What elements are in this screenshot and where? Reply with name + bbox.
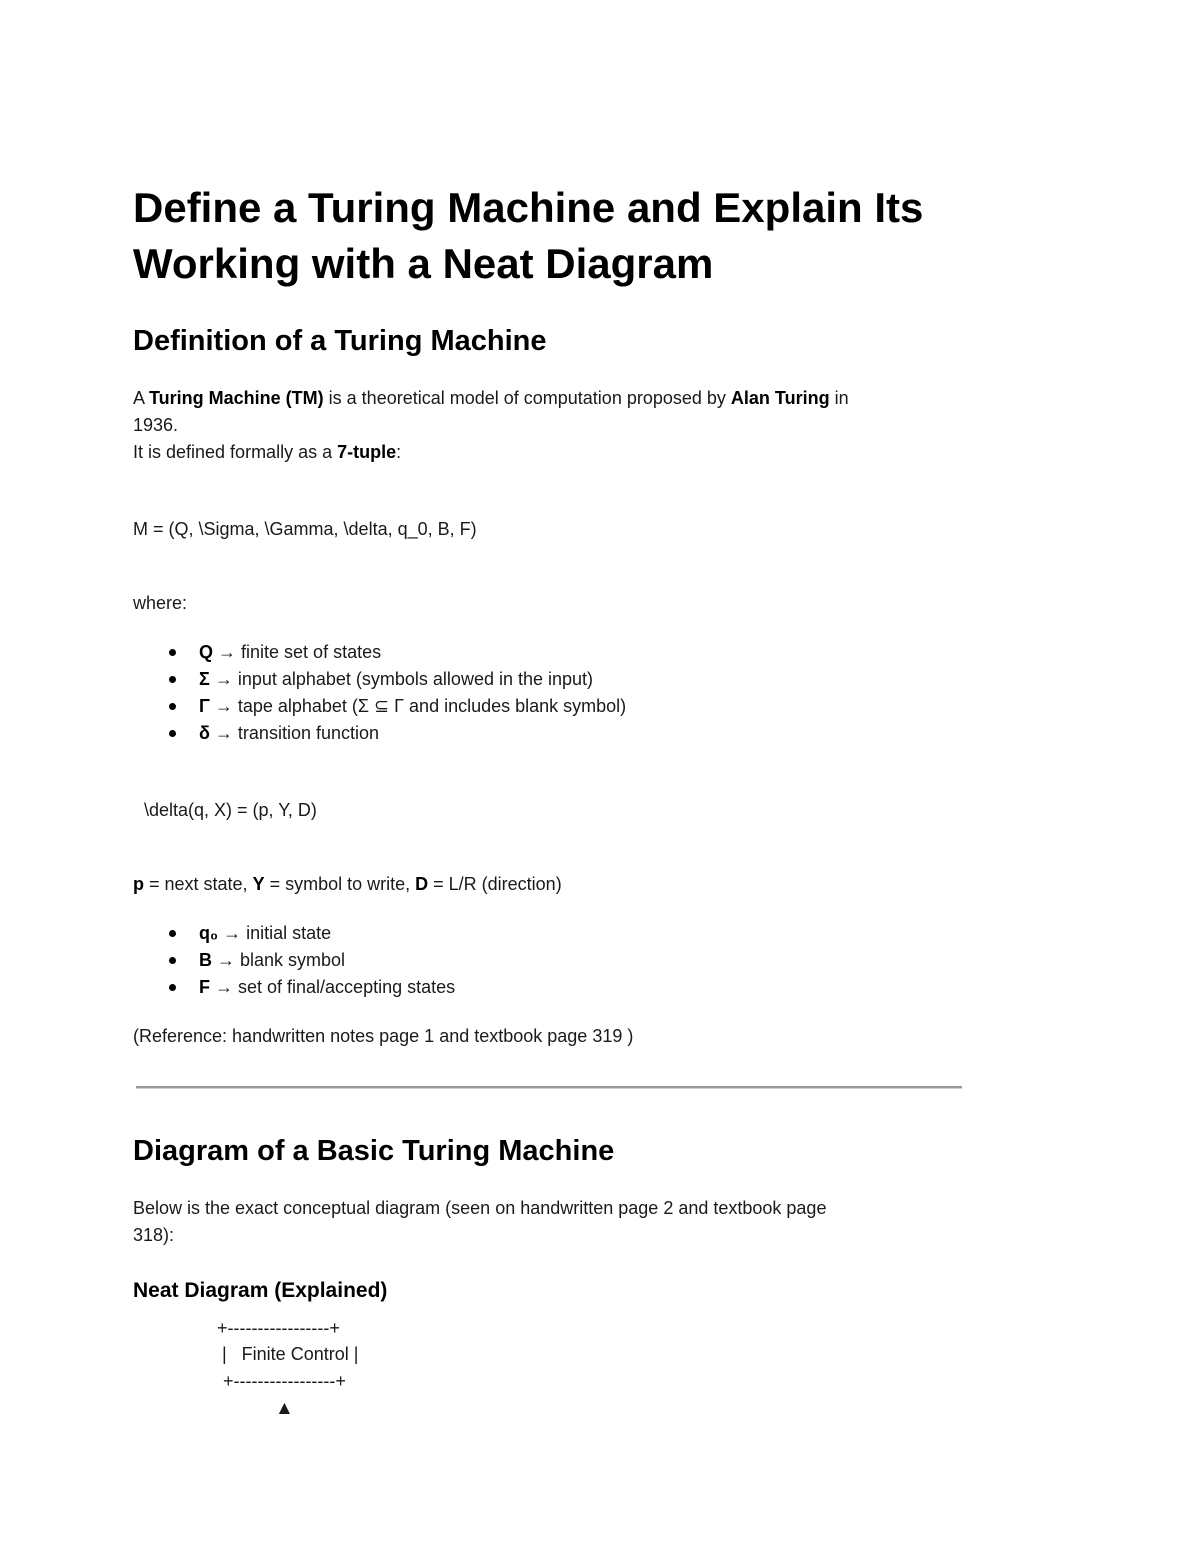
reference-note: (Reference: handwritten notes page 1 and textbook page 319 ) (133, 1026, 634, 1046)
list-item: Γ → tape alphabet (Σ ⊆ Γ and includes blank symbol) (133, 693, 626, 720)
where-label: where: (133, 593, 188, 613)
tuple-components-list (133, 639, 626, 747)
page-title: Define a Turing Machine and Explain Its Working with a Neat Diagram (133, 184, 924, 287)
list-item: Q → finite set of states (133, 639, 626, 666)
diagram-finite-control-label: | Finite Control | (222, 1344, 359, 1364)
list-item: δ → transition function (133, 720, 626, 747)
intro-line-3: It is defined formally as a 7-tuple: (133, 442, 402, 462)
list-item: B → blank symbol (133, 947, 455, 974)
term-7-tuple: 7-tuple (337, 442, 397, 462)
list-item: F → set of final/accepting states (133, 974, 455, 1001)
section-heading-diagram: Diagram of a Basic Turing Machine (133, 1135, 615, 1167)
up-arrow-icon: ▲ (275, 1398, 294, 1419)
intro-line-2: 1936. (133, 415, 179, 435)
delta-formula: \delta(q, X) = (p, Y, D) (144, 800, 317, 820)
horizontal-divider (136, 1086, 962, 1089)
tuple-formula: M = (Q, \Sigma, \Gamma, \delta, q_0, B, F) (133, 519, 477, 539)
subheading-neat-diagram: Neat Diagram (Explained) (133, 1279, 388, 1302)
intro-line-1: A Turing Machine (TM) is a theoretical model of computation proposed by Alan Turing in (133, 388, 849, 408)
delta-legend: p = next state, Y = symbol to write, D = L/R (direction) (133, 874, 562, 894)
diagram-bottom-border: +-----------------+ (223, 1371, 346, 1391)
section-heading-definition: Definition of a Turing Machine (133, 325, 547, 357)
term-turing-machine: Turing Machine (TM) (149, 388, 324, 408)
term-alan-turing: Alan Turing (730, 388, 830, 408)
tuple-components-list-2 (133, 920, 455, 1001)
diagram-intro-line-1: Below is the exact conceptual diagram (seen on handwritten page 2 and textbook page (133, 1198, 827, 1218)
list-item: Σ → input alphabet (symbols allowed in the input) (133, 666, 626, 693)
diagram-top-border: +-----------------+ (217, 1318, 340, 1338)
diagram-intro-line-2: 318): (133, 1225, 175, 1245)
list-item: q₀ → initial state (133, 920, 455, 947)
